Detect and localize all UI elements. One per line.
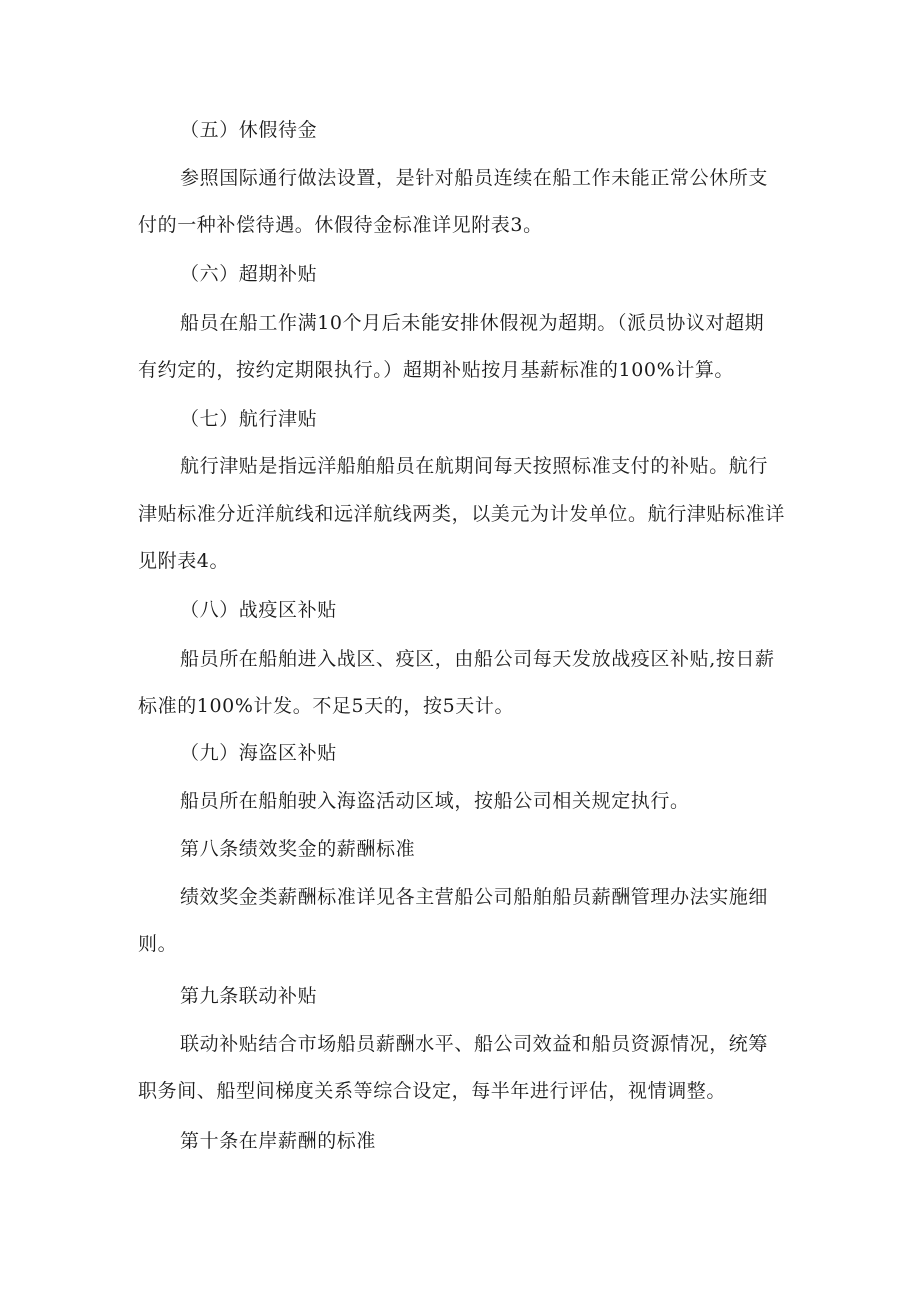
paragraph-line: 职务间、船型间梯度关系等综合设定，每半年进行评估，视情调整。 — [138, 1080, 727, 1102]
section-heading-7: （七）航行津贴 — [180, 408, 318, 430]
paragraph-line: 船员所在船舶进入战区、疫区，由船公司每天发放战疫区补贴,按日薪 — [180, 648, 775, 670]
article-heading-10: 第十条在岸薪酬的标准 — [180, 1130, 377, 1152]
paragraph-line: 联动补贴结合市场船员薪酬水平、船公司效益和船员资源情况，统筹 — [180, 1033, 769, 1055]
paragraph-line: 津贴标准分近洋航线和远洋航线两类，以美元为计发单位。航行津贴标准详 — [138, 503, 785, 525]
paragraph-line: 付的一种补偿待遇。休假待金标准详见附表3。 — [138, 214, 543, 236]
paragraph-line: 见附表4。 — [138, 550, 230, 572]
paragraph-line: 有约定的，按约定期限执行。）超期补贴按月基薪标准的100%计算。 — [138, 359, 735, 381]
paragraph-line: 则。 — [138, 933, 178, 955]
section-heading-5: （五）休假待金 — [180, 119, 318, 141]
paragraph-line: 航行津贴是指远洋船舶船员在航期间每天按照标准支付的补贴。航行 — [180, 455, 769, 477]
paragraph-line: 参照国际通行做法设置，是针对船员连续在船工作未能正常公休所支 — [180, 167, 769, 189]
article-heading-8: 第八条绩效奖金的薪酬标准 — [180, 838, 416, 860]
section-heading-6: （六）超期补贴 — [180, 263, 318, 285]
paragraph-line: 标准的100%计发。不足5天的，按5天计。 — [138, 695, 515, 717]
section-heading-9: （九）海盗区补贴 — [180, 742, 337, 764]
paragraph-line: 绩效奖金类薪酬标准详见各主营船公司船舶船员薪酬管理办法实施细 — [180, 886, 769, 908]
paragraph-line: 船员在船工作满10个月后未能安排休假视为超期。（派员协议对超期 — [180, 312, 765, 334]
paragraph-line: 船员所在船舶驶入海盗活动区域，按船公司相关规定执行。 — [180, 790, 690, 812]
section-heading-8: （八）战疫区补贴 — [180, 599, 337, 621]
article-heading-9: 第九条联动补贴 — [180, 985, 318, 1007]
